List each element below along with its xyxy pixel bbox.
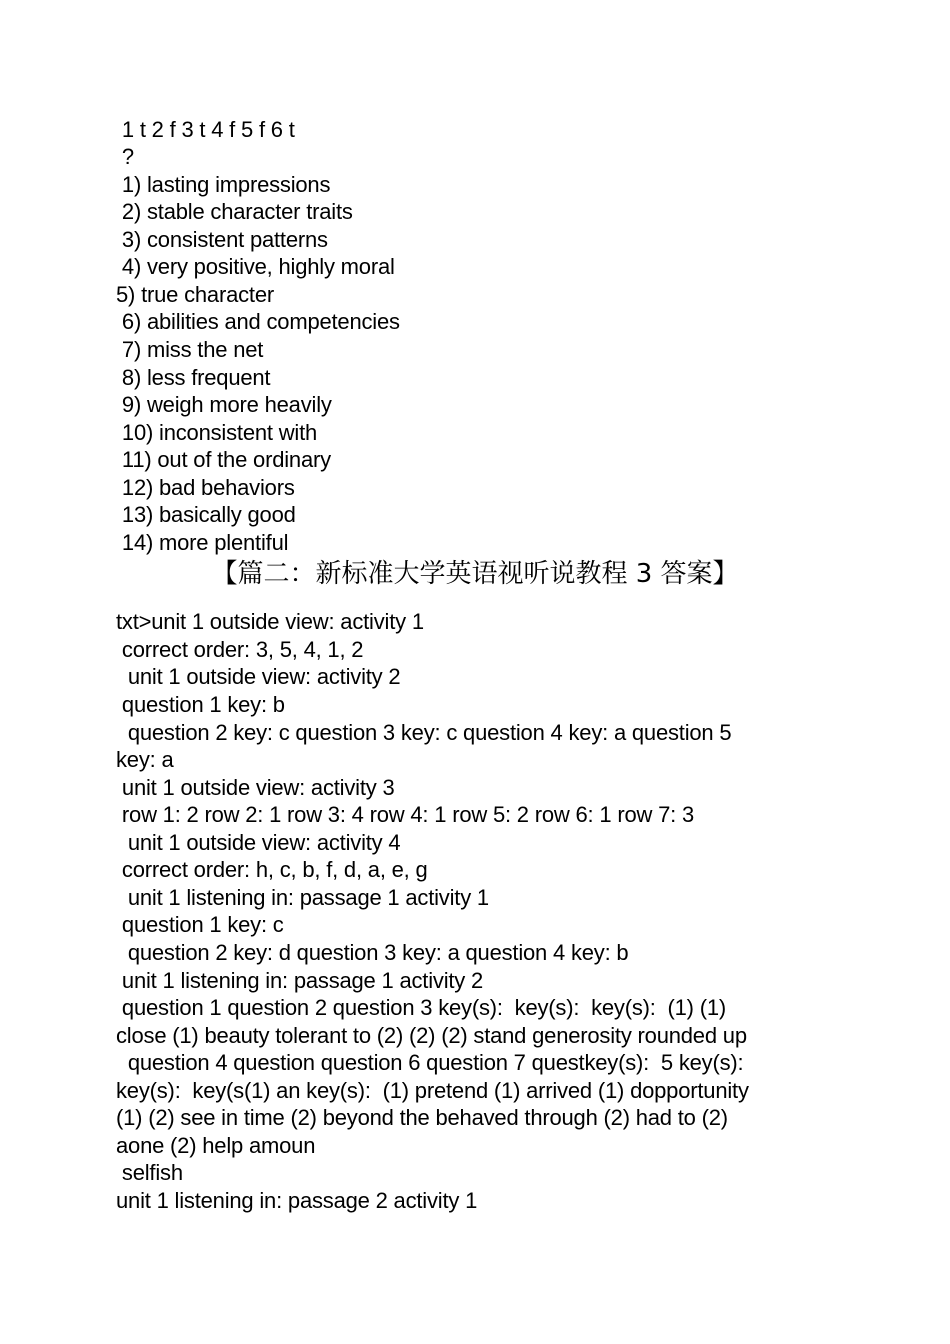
answer-line: 2) stable character traits — [116, 199, 353, 224]
answer-line: key(s): key(s(1) an key(s): (1) pretend (1) arrived (1) dopportunity — [116, 1078, 749, 1103]
answer-line: 1 t 2 f 3 t 4 f 5 f 6 t — [116, 117, 295, 142]
answer-line: 13) basically good — [116, 502, 296, 527]
answer-line: unit 1 listening in: passage 1 activity 1 — [116, 885, 489, 910]
section-heading: 【篇二：新标准大学英语视听说教程 3 答案】 — [211, 559, 739, 589]
answer-line: question 4 question question 6 question 7 questkey(s): 5 key(s): — [116, 1050, 744, 1075]
answer-line: question 1 question 2 question 3 key(s): key(s): key(s): (1) (1) — [116, 995, 726, 1020]
answer-line: 5) true character — [116, 282, 275, 307]
answer-line: unit 1 listening in: passage 2 activity 1 — [116, 1188, 478, 1213]
answer-line: 11) out of the ordinary — [116, 447, 331, 472]
answer-line: 8) less frequent — [116, 365, 271, 390]
answer-line: question 2 key: d question 3 key: a question 4 key: b — [116, 940, 629, 965]
answer-line: aone (2) help amoun — [116, 1133, 316, 1158]
answer-line: 3) consistent patterns — [116, 227, 328, 252]
answer-line: 1) lasting impressions — [116, 172, 331, 197]
answer-line: unit 1 listening in: passage 1 activity 2 — [116, 968, 484, 993]
answer-line: unit 1 outside view: activity 4 — [116, 830, 401, 855]
answer-line: ? — [116, 144, 134, 169]
answer-line: txt>unit 1 outside view: activity 1 — [116, 609, 424, 634]
answer-line: 12) bad behaviors — [116, 475, 295, 500]
answer-line: unit 1 outside view: activity 3 — [116, 775, 395, 800]
answer-line: 10) inconsistent with — [116, 420, 318, 445]
answer-line: 9) weigh more heavily — [116, 392, 332, 417]
answer-line: (1) (2) see in time (2) beyond the behaved through (2) had to (2) — [116, 1105, 728, 1130]
answer-line: 14) more plentiful — [116, 530, 289, 555]
answer-line: question 1 key: b — [116, 692, 285, 717]
answer-line: question 2 key: c question 3 key: c question 4 key: a question 5 — [116, 720, 732, 745]
answer-line: 7) miss the net — [116, 337, 264, 362]
answer-line: selfish — [116, 1160, 183, 1185]
answer-line: correct order: 3, 5, 4, 1, 2 — [116, 637, 364, 662]
answer-line: 6) abilities and competencies — [116, 309, 400, 334]
answer-line: close (1) beauty tolerant to (2) (2) (2) stand generosity rounded up — [116, 1023, 747, 1048]
answer-line: question 1 key: c — [116, 912, 284, 937]
answer-line: key: a — [116, 747, 174, 772]
answer-line: correct order: h, c, b, f, d, a, e, g — [116, 857, 428, 882]
answer-line: row 1: 2 row 2: 1 row 3: 4 row 4: 1 row 5: 2 row 6: 1 row 7: 3 — [116, 802, 694, 827]
answer-line: unit 1 outside view: activity 2 — [116, 664, 401, 689]
answer-line: 4) very positive, highly moral — [116, 254, 395, 279]
